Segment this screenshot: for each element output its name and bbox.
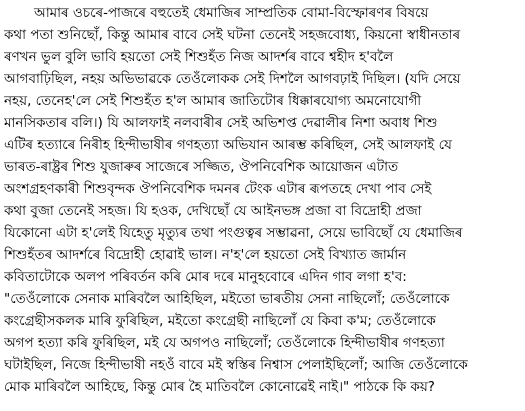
paragraph-line: অংশগ্ৰহণকাৰী শিশুবৃন্দক ঔপনিবেশিক দমনৰ টেংক এটাৰ ৰূপতহে দেখা পাব সেই bbox=[4, 182, 432, 197]
paragraph-line: মানসিকতাৰ বলি।) যি আলফাই নলবাৰীৰ সেই অভিশপ্ত দেৱালীৰ নিশা অবাধ শিশু bbox=[4, 116, 438, 131]
paragraph-line: কথা পতা শুনিছোঁ, কিন্তু আমাৰ বাবে সেই ঘটনা তেনেই সহজবোধ্য, কিয়নো স্বাধীনতাৰ bbox=[4, 28, 461, 43]
paragraph-line: আমাৰ ওচৰে-পাজৰে বহুতেই ধেমাজিৰ সাম্প্ৰতিক বোমা-বিস্ফোৰণৰ বিষয়ে bbox=[34, 6, 429, 21]
paragraph-line: কথা বুজা তেনেই সহজ। যি হওক, দেখিছোঁ যে আইনভঙ্গ প্ৰজা বা বিদ্ৰোহী প্ৰজা bbox=[4, 204, 422, 219]
paragraph-line: ভাৰত-ৰাষ্ট্ৰৰ শিশু যুজাৰুৰ সাজেৰে সজ্জিত, ঔপনিবেশিক আয়োজন এটাত bbox=[4, 160, 399, 175]
paragraph-line: এটিৰ হত্যাৰে নিৰীহ হিন্দীভাষীৰ গণহত্যা অভিযান আৰম্ভ কৰিছিল, সেই আলফাই যে bbox=[4, 138, 452, 153]
paragraph-line: কবিতাটোকে অলপ পৰিবৰ্তন কৰি মোৰ দৰে মানুহবোৰে এদিন গাব লগা হ'ব: bbox=[4, 270, 407, 285]
quote-line: মোক মাৰিবলৈ আহিছে, কিন্তু মোৰ হৈ মাতিবলৈ কোনোৱেই নাই।" পাঠকে কি কয়? bbox=[4, 380, 435, 395]
paragraph-line: ৰণখন ভুল বুলি ভাবি হয়তো সেই শিশুহঁত নিজ আদৰ্শৰ বাবে শ্বহীদ হ'বলৈ bbox=[4, 50, 394, 65]
quote-line: অগপ হত্যা কৰি ফুৰিছিল, মই যে অগপও নাছিলোঁ; তেওঁলোকে হিন্দীভাষীৰ গণহত্যা bbox=[4, 336, 445, 351]
quote-line: "তেওঁলোকে সেনাক মাৰিবলৈ আহিছিল, মইতো ভাৰতীয় সেনা নাছিলোঁ; তেওঁলোকে bbox=[4, 292, 450, 307]
quote-line: ঘটাইছিল, নিজে হিন্দীভাষী নহওঁ বাবে মই স্বস্তিৰ নিশ্বাস পেলাইছিলোঁ; আজি তেওঁলোকে bbox=[4, 358, 468, 373]
paragraph-line: নহয়, তেনেহ'লে সেই শিশুহঁত হ'ল আমাৰ জাতিটোৰ ধিক্কাৰযোগ্য অমনোযোগী bbox=[4, 94, 422, 109]
paragraph-line: আগবাঢ়িছিল, নহয় অভিভাৱকে তেওঁলোকক সেই দিশলৈ আগবঢ়াই দিছিল। (যদি সেয়ে bbox=[4, 72, 461, 87]
quote-line: কংগ্ৰেছীসকলক মাৰি ফুৰিছিল, মইতো কংগ্ৰেছী নাছিলোঁ যে কিবা ক'ম; তেওঁলোকে bbox=[4, 314, 436, 329]
paragraph-line: যিকোনো এটা হ'লেই যিহেতু মৃত্যুৰ তথা পংগুত্বৰ সম্ভাৱনা, সেয়ে ভাবিছোঁ যে ধেমাজিৰ bbox=[4, 226, 463, 241]
paragraph-line: শিশুহঁতৰ আদৰ্শৰে বিদ্ৰোহী হোৱাই ভাল। ন'হ'লে হয়তো সেই বিখ্যাত জাৰ্মান bbox=[4, 248, 407, 263]
